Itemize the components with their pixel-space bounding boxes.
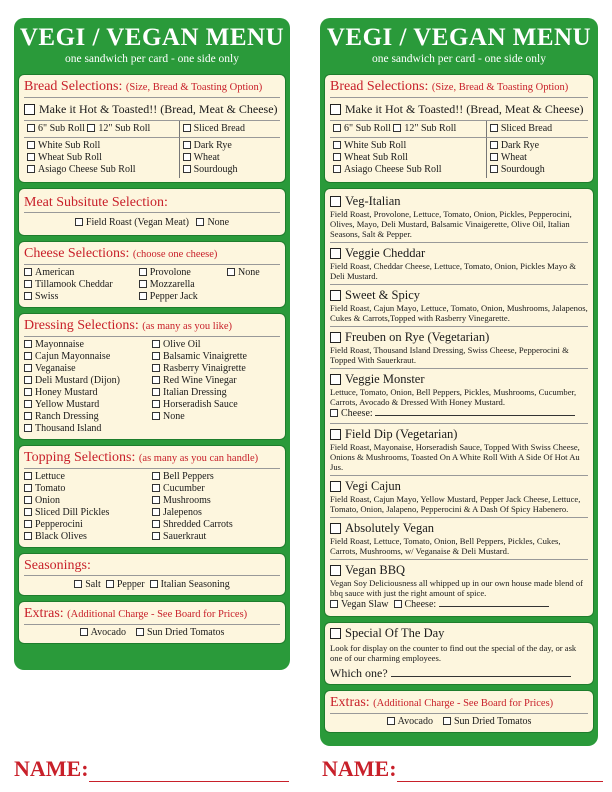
bread-checkbox[interactable] bbox=[183, 153, 191, 161]
salt-checkbox[interactable] bbox=[74, 580, 82, 588]
cheese-checkbox[interactable] bbox=[24, 268, 32, 276]
sun-dried-tomatos-label: Sun Dried Tomatos bbox=[453, 716, 532, 727]
sandwich-item bbox=[330, 243, 588, 285]
dressing-option bbox=[24, 339, 152, 351]
cheese-field[interactable] bbox=[375, 415, 575, 416]
dressing-option bbox=[152, 339, 280, 351]
dressing-option bbox=[152, 411, 280, 423]
topping-checkbox[interactable] bbox=[152, 520, 160, 528]
topping-checkbox[interactable] bbox=[24, 484, 32, 492]
special-title: Special Of The Day bbox=[345, 626, 445, 640]
topping-checkbox[interactable] bbox=[152, 472, 160, 480]
cheese-label: Swiss bbox=[35, 291, 59, 302]
dressing-option bbox=[152, 363, 280, 375]
special-panel bbox=[324, 622, 594, 685]
topping-checkbox[interactable] bbox=[152, 532, 160, 540]
dressing-title: Dressing Selections: bbox=[24, 318, 139, 333]
dressing-checkbox[interactable] bbox=[24, 388, 32, 396]
topping-label: Mushrooms bbox=[163, 495, 211, 506]
roll-label: Asiago Cheese Sub Roll bbox=[344, 164, 442, 175]
sandwich-name: Freuben on Rye (Vegetarian) bbox=[345, 330, 490, 344]
name-label: NAME: bbox=[14, 756, 89, 781]
dressing-label: Red Wine Vinegar bbox=[163, 375, 237, 386]
italian-seasoning-checkbox[interactable] bbox=[150, 580, 158, 588]
cheese-checkbox[interactable] bbox=[139, 280, 147, 288]
dressing-option bbox=[24, 423, 152, 435]
which-one-field[interactable] bbox=[391, 676, 571, 677]
dressing-checkbox[interactable] bbox=[152, 364, 160, 372]
special-checkbox[interactable] bbox=[330, 628, 341, 639]
topping-option bbox=[24, 471, 152, 483]
dressing-label: Balsamic Vinaigrette bbox=[163, 351, 247, 362]
roll-options bbox=[24, 137, 180, 178]
topping-option bbox=[152, 495, 280, 507]
cheese-title: Cheese Selections: bbox=[24, 246, 130, 261]
salt-label: Salt bbox=[85, 579, 101, 590]
sandwich-name: Vegan BBQ bbox=[345, 563, 406, 577]
bread-label: Wheat bbox=[193, 152, 220, 163]
topping-checkbox[interactable] bbox=[24, 496, 32, 504]
meat-none-checkbox[interactable] bbox=[196, 218, 204, 226]
dressing-option bbox=[24, 387, 152, 399]
sandwich-desc: Field Roast, Lettuce, Tomato, Onion, Bell Peppers, Pickles, Cukes, Carrots, Mushrooms, w/ Veganaise & Deli Mustard. bbox=[330, 536, 561, 556]
dressing-checkbox[interactable] bbox=[152, 376, 160, 384]
bread-label: Sourdough bbox=[193, 164, 238, 175]
bread-title: Bread Selections: bbox=[330, 79, 429, 94]
sandwich-item bbox=[330, 424, 588, 476]
sandwich-name: Sweet & Spicy bbox=[345, 288, 420, 302]
special-desc: Look for display on the counter to find out the special of the day, or ask one of our charming employees. bbox=[330, 643, 577, 663]
menu-title: VEGI / VEGAN MENU bbox=[19, 24, 285, 51]
card-header bbox=[324, 22, 594, 69]
sandwich-checkbox[interactable] bbox=[330, 332, 341, 343]
sandwich-panel bbox=[324, 188, 594, 617]
dressing-option bbox=[24, 399, 152, 411]
seasonings-panel bbox=[18, 553, 286, 596]
dressing-checkbox[interactable] bbox=[24, 424, 32, 432]
card-header bbox=[18, 22, 286, 69]
dressing-label: Rasberry Vinaigrette bbox=[163, 363, 246, 374]
sandwich-checkbox[interactable] bbox=[330, 565, 341, 576]
sandwich-desc: Field Roast, Cajun Mayo, Yellow Mustard, Pepper Jack Cheese, Lettuce, Tomato, Onion, Jalapeno, Pepperocini & A Dash Of Spicy Habenero. bbox=[330, 494, 581, 514]
cheese-label: Tillamook Cheddar bbox=[35, 279, 113, 290]
avocado-label: Avocado bbox=[90, 627, 126, 638]
topping-label: Jalepenos bbox=[163, 507, 202, 518]
sandwich-checkbox[interactable] bbox=[330, 196, 341, 207]
dressing-checkbox[interactable] bbox=[152, 400, 160, 408]
pepper-checkbox[interactable] bbox=[106, 580, 114, 588]
dressing-label: Cajun Mayonnaise bbox=[35, 351, 111, 362]
sandwich-desc: Vegan Soy Deliciousness all whipped up in our own house made blend of bbq sauce with just the right amount of spice. bbox=[330, 578, 583, 598]
topping-option bbox=[152, 531, 280, 543]
bread-label: Sourdough bbox=[500, 164, 545, 175]
vegan-slaw-checkbox[interactable] bbox=[330, 600, 338, 608]
seasonings-title: Seasonings: bbox=[24, 557, 280, 576]
cheese-checkbox[interactable] bbox=[24, 280, 32, 288]
size-options bbox=[24, 121, 180, 137]
roll-checkbox[interactable] bbox=[27, 165, 35, 173]
sandwich-desc: Field Roast, Provolone, Lettuce, Tomato, Onion, Pickles, Pepperocini, Olives, Mayo, Deli Mustard, Balsamic Vinaigerette, Olive Oil, Italian Seasons, Salt & Pepper. bbox=[330, 209, 572, 239]
sandwich-item bbox=[330, 518, 588, 560]
extras-panel bbox=[18, 601, 286, 644]
meat-none-label: None bbox=[207, 217, 230, 228]
sandwich-name: Veg-Italian bbox=[345, 194, 401, 208]
menu-subtitle: one sandwich per card - one side only bbox=[64, 53, 240, 65]
topping-checkbox[interactable] bbox=[24, 520, 32, 528]
topping-option bbox=[24, 495, 152, 507]
cheese-label: Cheese: bbox=[341, 408, 373, 419]
cheese-checkbox[interactable] bbox=[24, 292, 32, 300]
sandwich-checkbox[interactable] bbox=[330, 290, 341, 301]
dressing-column-2 bbox=[152, 339, 280, 435]
roll-label: White Sub Roll bbox=[344, 140, 407, 151]
name-label: NAME: bbox=[322, 756, 397, 781]
bread-checkbox[interactable] bbox=[490, 165, 498, 173]
dressing-option bbox=[24, 363, 152, 375]
sandwich-item bbox=[330, 560, 588, 614]
bread-options bbox=[180, 137, 280, 178]
cheese-label: Pepper Jack bbox=[149, 291, 198, 302]
topping-label: Sliced Dill Pickles bbox=[35, 507, 110, 518]
meat-panel bbox=[18, 188, 286, 236]
roll-checkbox[interactable] bbox=[333, 141, 341, 149]
bread-checkbox[interactable] bbox=[183, 141, 191, 149]
sandwich-name: Veggie Monster bbox=[345, 372, 425, 386]
cheese-panel bbox=[18, 241, 286, 308]
cheese-field[interactable] bbox=[439, 606, 549, 607]
sliced-option bbox=[180, 121, 280, 137]
bread-note: (Size, Bread & Toasting Option) bbox=[125, 82, 263, 93]
menu-title: VEGI / VEGAN MENU bbox=[326, 24, 592, 51]
meat-title: Meat Subsitute Selection: bbox=[24, 192, 280, 213]
topping-panel bbox=[18, 445, 286, 548]
size-options bbox=[330, 121, 487, 137]
size-6-label: 6" Sub Roll bbox=[344, 123, 391, 134]
sandwich-item bbox=[330, 327, 588, 369]
sandwich-desc: Field Roast, Cajun Mayo, Lettuce, Tomato, Onion, Mushrooms, Jalapenos, Cukes & Carrots,Topped with Rasberry Vinegarette. bbox=[330, 303, 588, 323]
topping-checkbox[interactable] bbox=[152, 484, 160, 492]
cheese-checkbox[interactable] bbox=[139, 268, 147, 276]
sandwich-item bbox=[330, 285, 588, 327]
sandwich-desc: Field Roast, Mayonaise, Horseradish Sauce, Topped With Swiss Cheese, Onions & Mushrooms, Toasted On A White Roll With A Side Of Hot Au Jus. bbox=[330, 442, 580, 472]
bread-panel bbox=[324, 74, 594, 183]
menu-subtitle: one sandwich per card - one side only bbox=[371, 53, 547, 65]
hot-toasted-label: Make it Hot & Toasted!! (Bread, Meat & Cheese) bbox=[39, 102, 278, 116]
sun-dried-tomatos-label: Sun Dried Tomatos bbox=[146, 627, 225, 638]
extras-panel bbox=[324, 690, 594, 733]
roll-checkbox[interactable] bbox=[27, 153, 35, 161]
dressing-label: Mayonnaise bbox=[35, 339, 84, 350]
dressing-checkbox[interactable] bbox=[24, 376, 32, 384]
topping-label: Onion bbox=[35, 495, 60, 506]
hot-toasted-checkbox[interactable] bbox=[24, 104, 35, 115]
cheese-label: Cheese: bbox=[404, 599, 437, 610]
dressing-option bbox=[152, 375, 280, 387]
sliced-label: Sliced Bread bbox=[500, 123, 553, 134]
dressing-label: Thousand Island bbox=[35, 423, 102, 434]
dressing-note: (as many as you like) bbox=[142, 321, 233, 332]
topping-label: Cucumber bbox=[163, 483, 205, 494]
topping-option bbox=[152, 471, 280, 483]
topping-label: Sauerkraut bbox=[163, 531, 207, 542]
roll-label: White Sub Roll bbox=[38, 140, 101, 151]
bread-options bbox=[487, 137, 588, 178]
dressing-checkbox[interactable] bbox=[24, 400, 32, 408]
topping-column-2 bbox=[152, 471, 280, 543]
bread-title: Bread Selections: bbox=[24, 79, 123, 94]
bread-panel bbox=[18, 74, 286, 183]
topping-option bbox=[24, 507, 152, 519]
roll-options bbox=[330, 137, 487, 178]
dressing-checkbox[interactable] bbox=[24, 364, 32, 372]
topping-option bbox=[24, 483, 152, 495]
topping-label: Black Olives bbox=[35, 531, 87, 542]
dressing-label: Yellow Mustard bbox=[35, 399, 100, 410]
dressing-checkbox[interactable] bbox=[24, 340, 32, 348]
topping-checkbox[interactable] bbox=[152, 496, 160, 504]
cheese-none-checkbox[interactable] bbox=[227, 268, 235, 276]
dressing-label: None bbox=[163, 411, 185, 422]
dressing-option bbox=[152, 399, 280, 411]
dressing-option bbox=[152, 351, 280, 363]
cheese-label: American bbox=[35, 267, 75, 278]
sliced-checkbox[interactable] bbox=[490, 124, 498, 132]
dressing-label: Deli Mustard (Dijon) bbox=[35, 375, 120, 386]
name-underline bbox=[397, 760, 603, 782]
bread-label: Dark Rye bbox=[500, 140, 540, 151]
meat-checkbox[interactable] bbox=[75, 218, 83, 226]
cheese-checkbox[interactable] bbox=[330, 409, 338, 417]
topping-label: Tomato bbox=[35, 483, 66, 494]
dressing-checkbox[interactable] bbox=[152, 352, 160, 360]
italian-seasoning-label: Italian Seasoning bbox=[160, 579, 230, 590]
sandwich-checkbox[interactable] bbox=[330, 429, 341, 440]
bread-checkbox[interactable] bbox=[183, 165, 191, 173]
roll-label: Wheat Sub Roll bbox=[344, 152, 408, 163]
avocado-checkbox[interactable] bbox=[80, 628, 88, 636]
bread-label: Wheat bbox=[500, 152, 527, 163]
sandwich-desc: Field Roast, Thousand Island Dressing, Swiss Cheese, Pepperocini & Topped With Sauerkraut. bbox=[330, 345, 569, 365]
roll-label: Asiago Cheese Sub Roll bbox=[38, 164, 136, 175]
vegan-slaw-label: Vegan Slaw bbox=[341, 599, 389, 610]
topping-label: Pepperocini bbox=[35, 519, 83, 530]
dressing-label: Honey Mustard bbox=[35, 387, 98, 398]
sandwich-name: Absolutely Vegan bbox=[345, 521, 434, 535]
sandwich-name: Field Dip (Vegetarian) bbox=[345, 427, 458, 441]
topping-option bbox=[152, 507, 280, 519]
topping-option bbox=[24, 519, 152, 531]
topping-checkbox[interactable] bbox=[152, 508, 160, 516]
size-6-checkbox[interactable] bbox=[333, 124, 341, 132]
topping-label: Bell Peppers bbox=[163, 471, 214, 482]
which-one-label: Which one? bbox=[330, 666, 388, 680]
bread-checkbox[interactable] bbox=[490, 141, 498, 149]
dressing-checkbox[interactable] bbox=[152, 340, 160, 348]
avocado-label: Avocado bbox=[397, 716, 433, 727]
extras-note: (Additional Charge - See Board for Prices) bbox=[373, 698, 554, 709]
cheese-checkbox[interactable] bbox=[394, 600, 402, 608]
extras-title: Extras: bbox=[24, 606, 64, 621]
sandwich-desc: Field Roast, Cheddar Cheese, Lettuce, Tomato, Onion, Pickles Mayo & Deli Mustard. bbox=[330, 261, 577, 281]
right-order-card bbox=[320, 18, 598, 746]
size-12-label: 12" Sub Roll bbox=[98, 123, 151, 134]
name-underline bbox=[89, 760, 289, 782]
topping-option bbox=[152, 519, 280, 531]
dressing-checkbox[interactable] bbox=[24, 412, 32, 420]
topping-title: Topping Selections: bbox=[24, 450, 136, 465]
dressing-label: Veganaise bbox=[35, 363, 76, 374]
hot-toasted-checkbox[interactable] bbox=[330, 104, 341, 115]
bread-label: Dark Rye bbox=[193, 140, 232, 151]
sandwich-name: Veggie Cheddar bbox=[345, 246, 426, 260]
size-6-label: 6" Sub Roll bbox=[38, 123, 85, 134]
sandwich-checkbox[interactable] bbox=[330, 248, 341, 259]
roll-label: Wheat Sub Roll bbox=[38, 152, 102, 163]
left-order-card bbox=[14, 18, 290, 670]
dressing-panel bbox=[18, 313, 286, 440]
topping-label: Lettuce bbox=[35, 471, 65, 482]
name-field-right[interactable] bbox=[322, 756, 603, 782]
size-6-checkbox[interactable] bbox=[27, 124, 35, 132]
dressing-column-1 bbox=[24, 339, 152, 435]
extras-note: (Additional Charge - See Board for Prices) bbox=[67, 609, 248, 620]
bread-note: (Size, Bread & Toasting Option) bbox=[431, 82, 569, 93]
sun-dried-tomatos-checkbox[interactable] bbox=[443, 717, 451, 725]
sun-dried-tomatos-checkbox[interactable] bbox=[136, 628, 144, 636]
topping-checkbox[interactable] bbox=[24, 508, 32, 516]
cheese-label: Mozzarella bbox=[149, 279, 195, 290]
dressing-label: Italian Dressing bbox=[163, 387, 227, 398]
hot-toasted-label: Make it Hot & Toasted!! (Bread, Meat & Cheese) bbox=[345, 102, 584, 116]
dressing-label: Horseradish Sauce bbox=[163, 399, 238, 410]
dressing-checkbox[interactable] bbox=[24, 352, 32, 360]
sandwich-desc: Lettuce, Tomato, Onion, Bell Peppers, Pickles, Mushrooms, Cucumber, Carrots, Avocado & Dressed With Honey Mustard. bbox=[330, 387, 577, 407]
dressing-label: Ranch Dressing bbox=[35, 411, 99, 422]
sandwich-checkbox[interactable] bbox=[330, 374, 341, 385]
name-field-left[interactable] bbox=[14, 756, 289, 782]
cheese-note: (choose one cheese) bbox=[132, 249, 218, 260]
sliced-label: Sliced Bread bbox=[193, 123, 245, 134]
avocado-checkbox[interactable] bbox=[387, 717, 395, 725]
sandwich-item bbox=[330, 476, 588, 518]
dressing-option bbox=[24, 351, 152, 363]
sandwich-name: Vegi Cajun bbox=[345, 479, 401, 493]
topping-option bbox=[152, 483, 280, 495]
cheese-checkbox[interactable] bbox=[139, 292, 147, 300]
roll-checkbox[interactable] bbox=[27, 141, 35, 149]
size-12-checkbox[interactable] bbox=[393, 124, 401, 132]
sliced-checkbox[interactable] bbox=[183, 124, 191, 132]
dressing-checkbox[interactable] bbox=[152, 412, 160, 420]
hot-toasted-option[interactable] bbox=[330, 100, 588, 121]
roll-checkbox[interactable] bbox=[333, 153, 341, 161]
sliced-option bbox=[487, 121, 588, 137]
extras-title: Extras: bbox=[330, 695, 370, 710]
topping-column-1 bbox=[24, 471, 152, 543]
dressing-option bbox=[24, 411, 152, 423]
cheese-none-label: None bbox=[238, 267, 260, 278]
hot-toasted-option[interactable] bbox=[24, 100, 280, 121]
topping-label: Shredded Carrots bbox=[163, 519, 233, 530]
size-12-label: 12" Sub Roll bbox=[404, 123, 457, 134]
dressing-label: Olive Oil bbox=[163, 339, 201, 350]
sandwich-item bbox=[330, 369, 588, 424]
sandwich-checkbox[interactable] bbox=[330, 481, 341, 492]
topping-checkbox[interactable] bbox=[24, 472, 32, 480]
sandwich-item bbox=[330, 191, 588, 243]
sandwich-checkbox[interactable] bbox=[330, 523, 341, 534]
roll-checkbox[interactable] bbox=[333, 165, 341, 173]
bread-checkbox[interactable] bbox=[490, 153, 498, 161]
topping-checkbox[interactable] bbox=[24, 532, 32, 540]
topping-option bbox=[24, 531, 152, 543]
dressing-checkbox[interactable] bbox=[152, 388, 160, 396]
size-12-checkbox[interactable] bbox=[87, 124, 95, 132]
topping-note: (as many as you can handle) bbox=[138, 453, 259, 464]
dressing-option bbox=[24, 375, 152, 387]
cheese-label: Provolone bbox=[149, 267, 191, 278]
pepper-label: Pepper bbox=[116, 579, 145, 590]
meat-option-label: Field Roast (Vegan Meat) bbox=[85, 217, 189, 228]
dressing-option bbox=[152, 387, 280, 399]
